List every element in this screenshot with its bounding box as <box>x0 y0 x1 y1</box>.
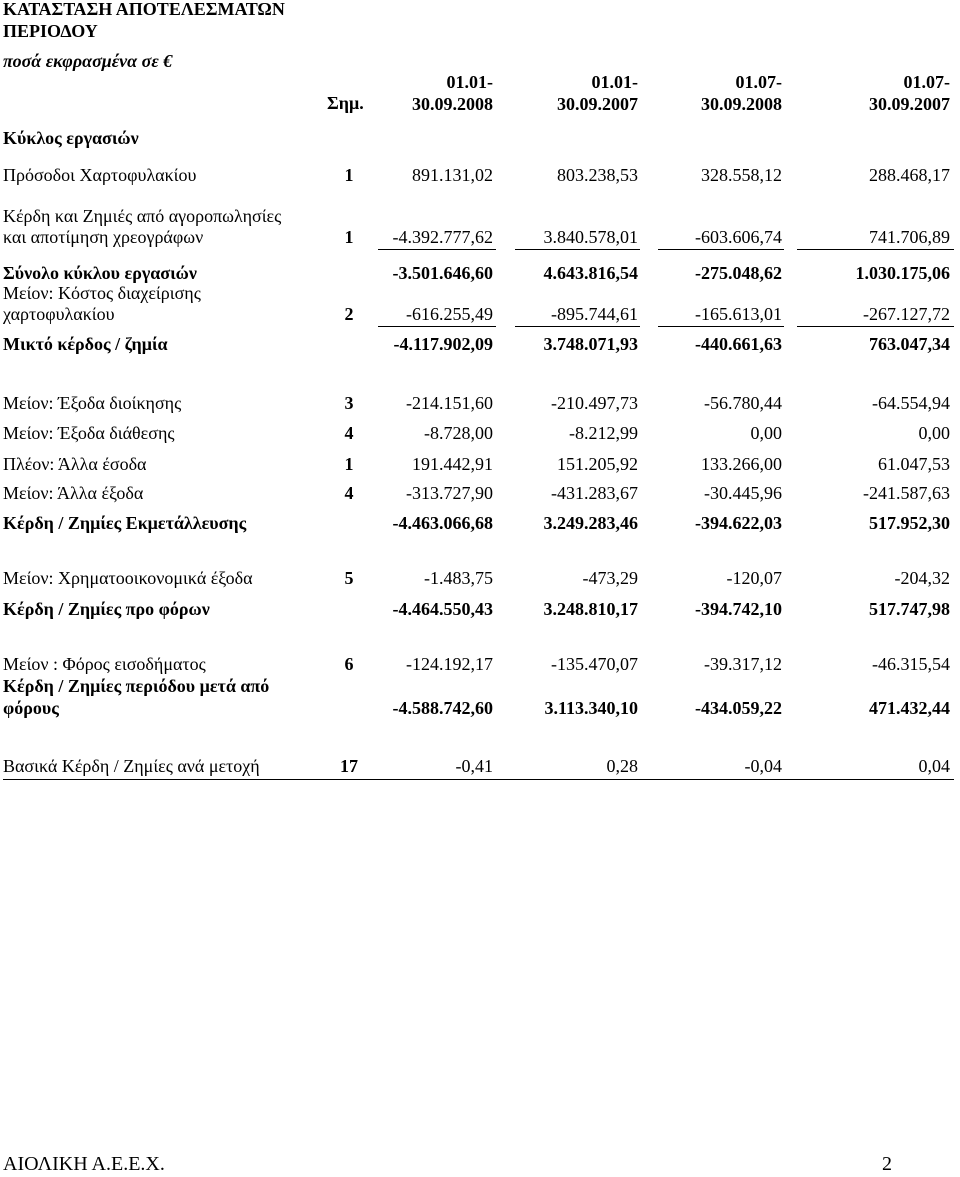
row-label: Μείον: Έξοδα διοίκησης <box>3 393 182 413</box>
row-value: -4.117.902,09 <box>393 334 493 354</box>
subtotal-rule <box>658 326 784 327</box>
bottom-rule <box>3 779 954 780</box>
row-value: -46.315,54 <box>872 654 950 674</box>
row-value: -431.283,67 <box>551 483 638 503</box>
row-value: -313.727,90 <box>406 483 493 503</box>
row-value: -135.470,07 <box>551 654 638 674</box>
row-label-line1: Κέρδη / Ζημίες περιόδου μετά από <box>3 676 270 696</box>
row-value: -124.192,17 <box>406 654 493 674</box>
row-label-line1: Μείον: Κόστος διαχείρισης <box>3 283 201 303</box>
row-value: 0,00 <box>918 423 950 443</box>
row-label: Πρόσοδοι Χαρτοφυλακίου <box>3 165 197 185</box>
row-value: -275.048,62 <box>695 263 782 283</box>
row-note: 1 <box>344 454 354 474</box>
row-note: 1 <box>344 165 354 185</box>
row-value: 1.030.175,06 <box>855 263 950 283</box>
row-value: -4.588.742,60 <box>392 698 493 718</box>
row-value: -1.483,75 <box>424 568 493 588</box>
row-value: -56.780,44 <box>704 393 782 413</box>
col-header-p1-to: 30.09.2008 <box>412 94 493 114</box>
row-value: -616.255,49 <box>406 304 493 324</box>
currency-note: ποσά εκφρασμένα σε € <box>3 51 173 71</box>
row-value: -267.127,72 <box>863 304 950 324</box>
row-label-line2: φόρους <box>3 698 59 718</box>
col-header-p3 <box>656 71 782 115</box>
row-value: -8.212,99 <box>569 423 638 443</box>
row-value: 763.047,34 <box>869 334 950 354</box>
row-value: 328.558,12 <box>701 165 782 185</box>
row-value: -4.392.777,62 <box>392 227 493 247</box>
subtotal-rule <box>515 249 640 250</box>
row-value: -0,04 <box>744 756 782 776</box>
row-value: 191.442,91 <box>412 454 493 474</box>
row-value: 133.266,00 <box>701 454 782 474</box>
row-value: -440.661,63 <box>695 334 782 354</box>
row-value: 471.432,44 <box>869 698 950 718</box>
row-label: Μείον: Άλλα έξοδα <box>3 483 144 503</box>
row-value: 0,00 <box>750 423 782 443</box>
row-label: Κέρδη / Ζημίες προ φόρων <box>3 599 210 619</box>
row-value: -394.742,10 <box>695 599 782 619</box>
row-value: -120,07 <box>726 568 782 588</box>
row-value: -394.622,03 <box>695 513 782 533</box>
row-value: -64.554,94 <box>872 393 950 413</box>
col-header-p4-from: 01.07- <box>903 72 950 92</box>
row-value: 288.468,17 <box>869 165 950 185</box>
row-value: -603.606,74 <box>695 227 782 247</box>
footer-page-number: 2 <box>882 1153 892 1175</box>
row-value: -0,41 <box>455 756 493 776</box>
section-title: Κύκλος εργασιών <box>3 128 139 148</box>
row-note: 17 <box>340 756 358 776</box>
col-header-p1 <box>375 71 493 115</box>
row-note: 3 <box>344 393 354 413</box>
row-note: 1 <box>344 227 354 247</box>
col-header-p3-from: 01.07- <box>735 72 782 92</box>
row-label: Μείον: Έξοδα διάθεσης <box>3 423 175 443</box>
row-label: Μείον: Χρηματοοικονομικά έξοδα <box>3 568 253 588</box>
row-value: -241.587,63 <box>863 483 950 503</box>
col-header-p2-to: 30.09.2007 <box>557 94 638 114</box>
col-header-p2 <box>513 71 638 115</box>
subtotal-rule <box>515 326 640 327</box>
subtotal-rule <box>797 326 954 327</box>
col-header-note: Σημ. <box>327 93 364 113</box>
row-note: 5 <box>344 568 354 588</box>
row-value: -4.463.066,68 <box>392 513 493 533</box>
row-note: 4 <box>344 423 354 443</box>
row-value: 741.706,89 <box>869 227 950 247</box>
row-value: -214.151,60 <box>406 393 493 413</box>
row-value: 891.131,02 <box>412 165 493 185</box>
row-value: 4.643.816,54 <box>543 263 638 283</box>
row-value: -473,29 <box>582 568 638 588</box>
report-title-line2: ΠΕΡΙΟΔΟΥ <box>3 21 98 41</box>
footer-company: ΑΙΟΛΙΚΗ Α.Ε.Ε.Χ. <box>3 1153 165 1175</box>
row-label: Κέρδη / Ζημίες Εκμετάλλευσης <box>3 513 247 533</box>
row-value: 3.840.578,01 <box>543 227 638 247</box>
row-label: Μείον : Φόρος εισοδήματος <box>3 654 206 674</box>
row-label: Βασικά Κέρδη / Ζημίες ανά μετοχή <box>3 756 260 776</box>
row-value: -210.497,73 <box>551 393 638 413</box>
report-title-line1: ΚΑΤΑΣΤΑΣΗ ΑΠΟΤΕΛΕΣΜΑΤΩΝ <box>3 0 285 19</box>
subtotal-rule <box>797 249 954 250</box>
row-value: 517.747,98 <box>869 599 950 619</box>
col-header-p1-from: 01.01- <box>446 72 493 92</box>
row-value: -3.501.646,60 <box>392 263 493 283</box>
row-value: 3.248.810,17 <box>543 599 638 619</box>
subtotal-rule <box>378 249 496 250</box>
row-value: -4.464.550,43 <box>392 599 493 619</box>
col-header-p4-to: 30.09.2007 <box>869 94 950 114</box>
subtotal-rule <box>658 249 784 250</box>
row-value: -434.059,22 <box>695 698 782 718</box>
row-value: -30.445,96 <box>704 483 782 503</box>
col-header-p2-from: 01.01- <box>591 72 638 92</box>
row-value: -165.613,01 <box>695 304 782 324</box>
row-value: -895.744,61 <box>551 304 638 324</box>
row-value: 151.205,92 <box>557 454 638 474</box>
row-value: -204,32 <box>894 568 950 588</box>
row-value: 0,04 <box>918 756 950 776</box>
row-label-line1: Κέρδη και Ζημιές από αγοροπωλησίες <box>3 206 282 226</box>
row-note: 6 <box>344 654 354 674</box>
row-label-line2: και αποτίμηση χρεογράφων <box>3 227 204 247</box>
row-value: 3.249.283,46 <box>543 513 638 533</box>
row-value: 0,28 <box>606 756 638 776</box>
row-value: 3.113.340,10 <box>544 698 638 718</box>
row-note: 4 <box>344 483 354 503</box>
row-value: -39.317,12 <box>704 654 782 674</box>
row-label: Σύνολο κύκλου εργασιών <box>3 263 197 283</box>
row-value: -8.728,00 <box>424 423 493 443</box>
row-value: 517.952,30 <box>869 513 950 533</box>
row-value: 803.238,53 <box>557 165 638 185</box>
subtotal-rule <box>378 326 496 327</box>
row-label: Πλέον: Άλλα έσοδα <box>3 454 147 474</box>
row-label-line2: χαρτοφυλακίου <box>3 304 115 324</box>
col-header-p4 <box>795 71 950 115</box>
row-value: 61.047,53 <box>878 454 950 474</box>
row-note: 2 <box>344 304 354 324</box>
row-label: Μικτό κέρδος / ζημία <box>3 334 168 354</box>
row-value: 3.748.071,93 <box>543 334 638 354</box>
col-header-p3-to: 30.09.2008 <box>701 94 782 114</box>
